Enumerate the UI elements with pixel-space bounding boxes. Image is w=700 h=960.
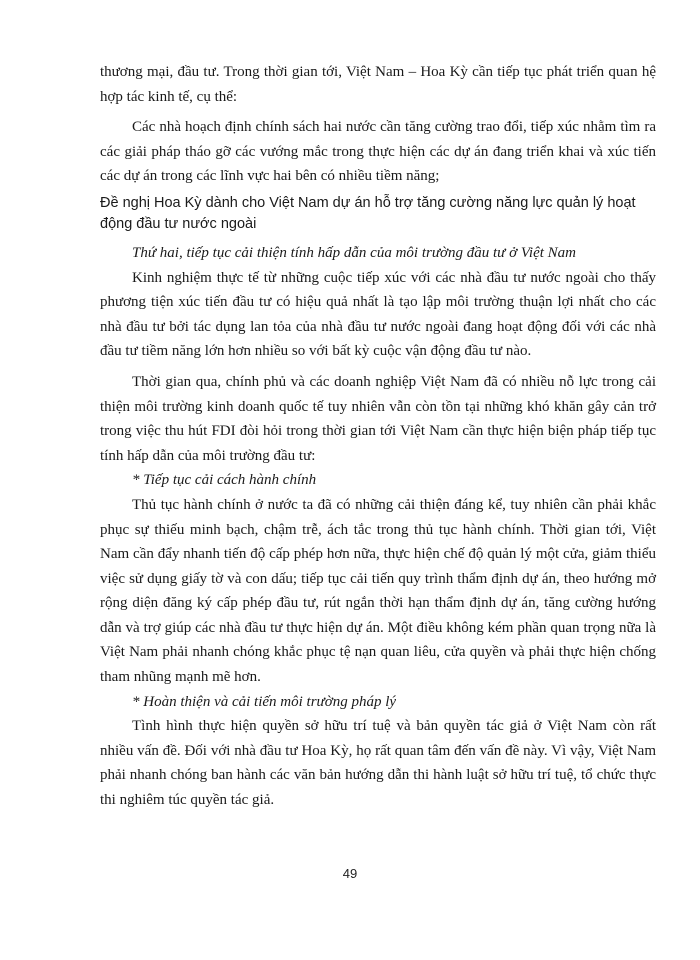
paragraph-policy-makers: Các nhà hoạch định chính sách hai nước cần tăng cường trao đổi, tiếp xúc nhằm tìm ra các giải pháp tháo gỡ các vướng mắc trong thực hiện các dự án đang triển khai và xúc tiến các dự án trong các lĩnh vực hai bên có nhiều tiềm năng; (100, 119, 656, 185)
paragraph-continuation: thương mại, đầu tư. Trong thời gian tới, Việt Nam – Hoa Kỳ cần tiếp tục phát triển quan hệ hợp tác kinh tế, cụ thể: (100, 64, 656, 105)
page-number: 49 (342, 866, 358, 881)
body-text (100, 60, 656, 813)
paragraph-proposal: Đề nghị Hoa Kỳ dành cho Việt Nam dự án hỗ trợ tăng cường năng lực quản lý hoạt động đầu tư nước ngoài (100, 194, 636, 232)
paragraph-experience: Kinh nghiệm thực tế từ những cuộc tiếp xúc với các nhà đầu tư nước ngoài cho thấy phương tiện xúc tiến đầu tư có hiệu quả nhất là tạo lập môi trường thuận lợi nhất cho các nhà đầu tư bởi tác dụng lan tỏa của nhà đầu tư nước ngoài đang hoạt động đối với các nhà đầu tư tiềm năng lớn hơn nhiều so với bất kỳ cuộc vận động đầu tư nào. (100, 269, 656, 360)
subheading-legal-environment: * Hoàn thiện và cải tiến môi trường pháp lý (132, 693, 397, 710)
section-heading-second: Thứ hai, tiếp tục cải thiện tính hấp dẫn của môi trường đầu tư ở Việt Nam (132, 244, 576, 261)
paragraph-admin-procedures: Thủ tục hành chính ở nước ta đã có những cải thiện đáng kể, tuy nhiên cần phải khắc phục sự thiếu minh bạch, chậm trễ, ách tắc trong thủ tục hành chính. Thời gian tới, Việt Nam cần đẩy nhanh tiến độ cấp phép hơn nữa, thực hiện chế độ quản lý một cửa, giảm thiểu việc sử dụng giấy tờ và con dấu; tiếp tục cải tiến quy trình thẩm định dự án, theo hướng mở rộng diện đăng ký cấp phép đầu tư, rút ngắn thời hạn thẩm định dự án, tăng cường hướng dẫn và trợ giúp các nhà đầu tư thực hiện dự án. Một điều không kém phần quan trọng nữa là Việt Nam phải nhanh chóng khắc phục tệ nạn quan liêu, cửa quyền và phải thực hiện chống tham nhũng mạnh mẽ hơn. (100, 496, 656, 686)
subheading-admin-reform: * Tiếp tục cải cách hành chính (132, 472, 317, 489)
paragraph-recent-efforts: Thời gian qua, chính phủ và các doanh nghiệp Việt Nam đã có nhiều nỗ lực trong cải thiện môi trường kinh doanh quốc tế tuy nhiên vẫn còn tồn tại những khó khăn gây cản trở trong việc thu hút FDI đòi hỏi trong thời gian tới Việt Nam cần thực hiện biện pháp tiếp tục tính hấp dẫn của môi trường đầu tư: (100, 373, 656, 464)
paragraph-intellectual-property: Tình hình thực hiện quyền sở hữu trí tuệ và bản quyền tác giả ở Việt Nam còn rất nhiều vấn đề. Đối với nhà đầu tư Hoa Kỳ, họ rất quan tâm đến vấn đề này. Vì vậy, Việt Nam phải nhanh chóng ban hành các văn bản hướng dẫn thi hành luật sở hữu trí tuệ, tổ chức thực thi nghiêm túc quyền tác giả. (100, 718, 656, 809)
